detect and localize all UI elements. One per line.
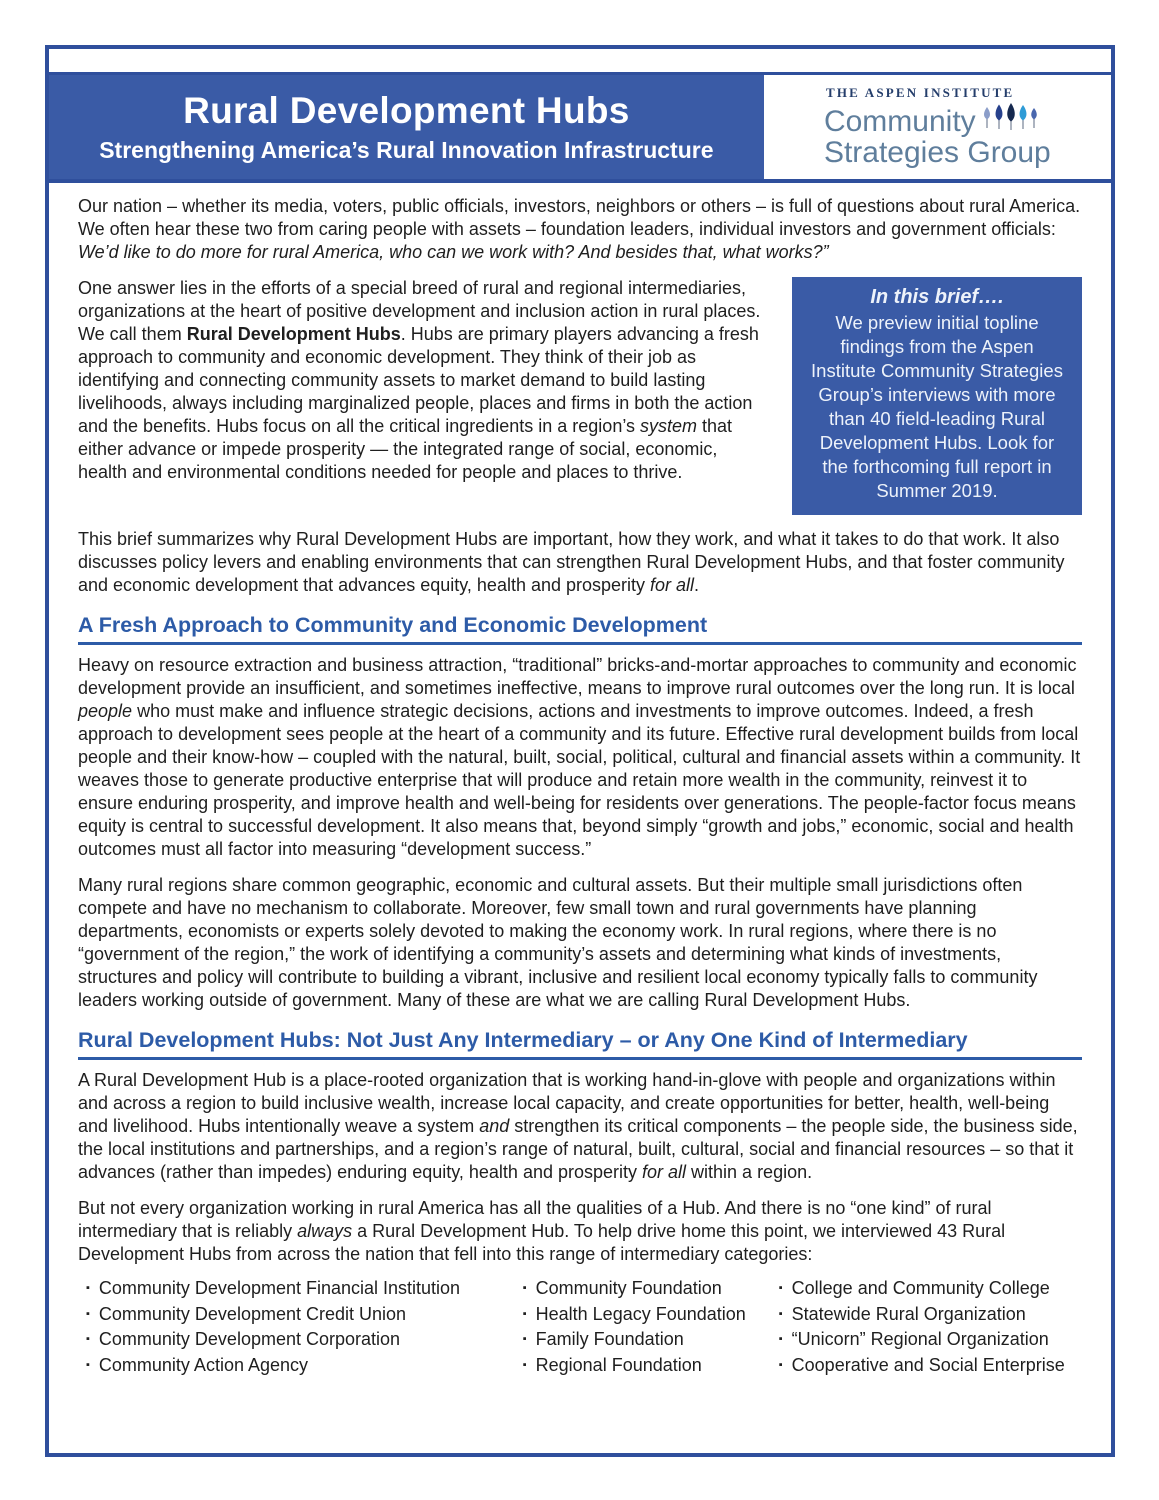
hubs-definition-paragraph: One answer lies in the efforts of a special breed of rural and regional intermediaries, organizations at the heart of positive development and inclusion action in rural places. We call them Rural Development Hubs. Hubs are primary players advancing a fresh approach to community and economic development. They think of their job as identifying and connecting community assets to market demand to build lasting livelihoods, always including marginalized people, places and firms in both the action and the benefits. Hubs focus on all the critical ingredients in a region’s system that either advance or impede prosperity — the integrated range of social, economic, health and environmental conditions needed for people and places to thrive.: [78, 278, 761, 482]
brief-summary-paragraph: This brief summarizes why Rural Development Hubs are important, how they work, and what it takes to do that work. It also discusses policy levers and enabling environments that can strengthen Rural Development Hubs, and that foster community and economic development that advances equity, health and prosperity for all.: [78, 529, 1065, 595]
fresh-approach-paragraph-1: Heavy on resource extraction and business attraction, “traditional” bricks-and-mortar approaches to community and economic development provide an insufficient, and sometimes ineffective, means to improve rural outcomes over the long run. It is local people who must make and influence strategic decisions, actions and investments to improve outcomes. Indeed, a fresh approach to development sees people at the heart of a community and its future. Effective rural development builds from local people and their know-how – coupled with the natural, built, social, political, cultural and financial assets within a community. It weaves those to generate productive enterprise that will produce and retain more wealth in the community, reinvest it to ensure enduring prosperity, and improve health and well-being for residents over generations. The people-factor focus means equity is central to successful development. It also means that, beyond simply “growth and jobs,” economic, social and health outcomes must all factor into measuring “development success.”: [78, 655, 1081, 859]
fresh-approach-paragraph-2: Many rural regions share common geographic, economic and cultural assets. But their multiple small jurisdictions often compete and have no mechanism to collaborate. Moreover, few small town and rural governments have planning departments, economists or experts solely devoted to making the economy work. In rural regions, where there is no “government of the region,” the work of identifying a community’s assets and determining what kinds of investments, structures and policy will contribute to building a vibrant, inclusive and resilient local economy typically falls to community leaders working outside of government. Many of these are what we are calling Rural Development Hubs.: [78, 875, 1038, 1010]
list-item: [86, 1327, 515, 1353]
bullet-icon: ▪: [778, 1333, 783, 1345]
category-label: Family Foundation: [535, 1329, 684, 1349]
category-label: Community Action Agency: [98, 1354, 309, 1375]
category-column-3: [771, 1276, 1082, 1378]
in-this-brief-box: [792, 277, 1082, 515]
bullet-icon: ▪: [778, 1358, 783, 1371]
document-page: [45, 45, 1115, 1457]
intermediary-category-columns: [78, 1276, 1082, 1378]
list-item: [523, 1276, 771, 1302]
intro-paragraph: Our nation – whether its media, voters, public officials, investors, neighbors or others – is full of questions about rural America. We often hear these two from caring people with assets – foundation leaders, individual investors and government officials: We’d like to do more for rural America, who can we work with? And besides that, what works?”: [78, 196, 1081, 262]
bullet-icon: ▪: [778, 1307, 783, 1320]
category-label: Regional Foundation: [535, 1354, 702, 1375]
category-label: Statewide Rural Organization: [791, 1303, 1026, 1324]
category-label: Community Foundation: [535, 1278, 722, 1298]
list-item: [86, 1353, 515, 1379]
category-label: Community Development Corporation: [98, 1329, 401, 1349]
bullet-icon: ▪: [522, 1307, 527, 1320]
category-column-2: [515, 1276, 771, 1378]
section-heading-not-just-any-intermediary: Rural Development Hubs: Not Just Any Intermediary – or Any One Kind of Intermediary: [78, 1028, 1082, 1060]
logo-community-row: [824, 102, 1051, 137]
title-banner: [49, 75, 764, 179]
brief-box-title: In this brief….: [870, 286, 1004, 308]
bullet-icon: ▪: [86, 1307, 90, 1320]
bullet-icon: ▪: [522, 1333, 527, 1345]
list-item: [779, 1302, 1082, 1328]
bullet-icon: ▪: [522, 1358, 527, 1371]
page-title: Rural Development Hubs: [183, 90, 630, 131]
list-item: [779, 1276, 1082, 1302]
category-label: Community Development Financial Institution: [98, 1278, 461, 1298]
header-top-margin: [49, 49, 1111, 72]
intermediary-categories-paragraph: But not every organization working in rural America has all the qualities of a Hub. And there is no “one kind” of rural intermediary that is reliably always a Rural Development Hub. To help drive home this point, we interviewed 43 Rural Development Hubs from across the nation that fell into this range of intermediary categories:: [78, 1198, 1006, 1264]
bullet-icon: ▪: [86, 1358, 90, 1371]
bullet-icon: ▪: [86, 1333, 90, 1345]
brief-box-body: We preview initial topline findings from the Aspen Institute Community Strategies Group’s interviews with more than 40 field-leading Rural Development Hubs. Look for the forthcoming full report in Summer 2019.: [811, 312, 1063, 501]
hub-definition-paragraph: A Rural Development Hub is a place-rooted organization that is working hand-in-glove with people and organizations within and across a region to build inclusive wealth, increase local capacity, and create opportunities for better, health, well-being and livelihood. Hubs intentionally weave a system and strengthen its critical components – the people side, the business side, the local institutions and partnerships, and a region’s range of natural, built, cultural, social and financial resources – so that it advances (rather than impedes) enduring equity, health and prosperity for all within a region.: [78, 1070, 1078, 1182]
logo-strategies-text: Strategies Group: [823, 136, 1051, 170]
hubs-intro-row: [78, 277, 1082, 515]
category-label: College and Community College: [791, 1278, 1050, 1298]
logo-community-text: Community: [823, 105, 976, 139]
category-label: “Unicorn” Regional Organization: [791, 1329, 1049, 1349]
page-content: [49, 183, 1111, 1378]
logo-cell: [764, 75, 1111, 179]
list-item: [86, 1302, 515, 1328]
trees-icon: [978, 102, 1042, 134]
category-label: Health Legacy Foundation: [535, 1303, 746, 1324]
category-label: Cooperative and Social Enterprise: [791, 1354, 1065, 1375]
bullet-icon: ▪: [86, 1282, 90, 1294]
category-column-1: [78, 1276, 515, 1378]
logo-institute-text: THE ASPEN INSTITUTE: [825, 85, 1015, 101]
list-item: [779, 1353, 1082, 1379]
list-item: [523, 1327, 771, 1353]
list-item: [523, 1353, 771, 1379]
header: [49, 72, 1111, 183]
list-item: [779, 1327, 1082, 1353]
page-subtitle: Strengthening America’s Rural Innovation Infrastructure: [99, 137, 714, 163]
list-item: [86, 1276, 515, 1302]
category-label: Community Development Credit Union: [98, 1303, 407, 1324]
bullet-icon: ▪: [522, 1282, 527, 1294]
aspen-csg-logo: [824, 85, 1051, 168]
bullet-icon: ▪: [778, 1282, 783, 1294]
section-heading-fresh-approach: A Fresh Approach to Community and Economic Development: [78, 613, 1082, 645]
list-item: [523, 1302, 771, 1328]
